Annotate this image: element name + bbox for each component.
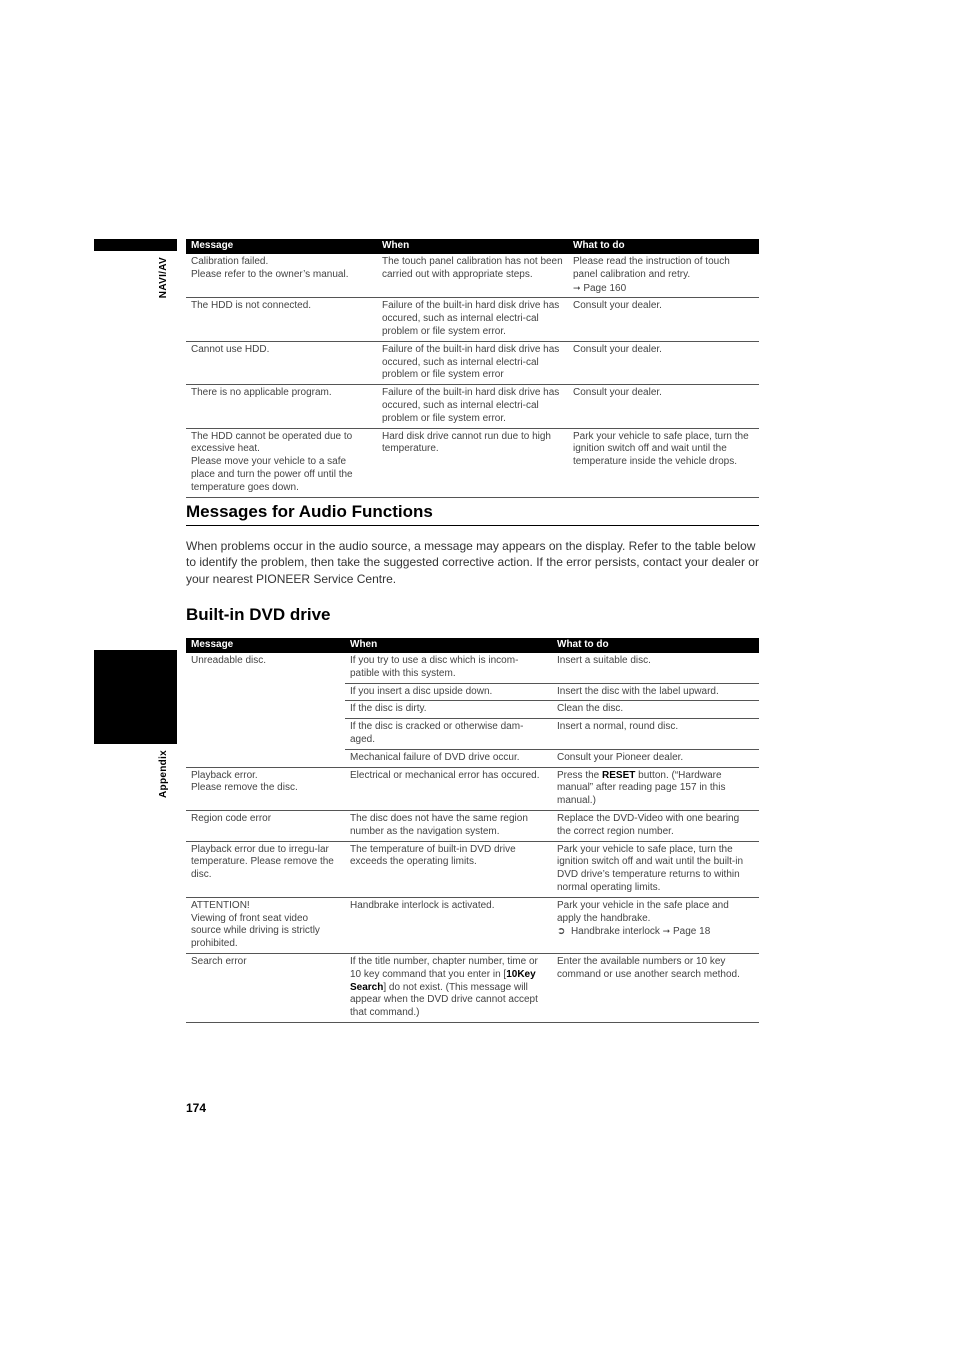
- column-header-what-to-do: What to do: [552, 638, 759, 653]
- column-header-when: When: [377, 239, 568, 254]
- message-cell: Unreadable disc.: [186, 653, 345, 767]
- when-cell: Hard disk drive cannot run due to high temperature.: [377, 428, 568, 497]
- todo-cell: Park your vehicle to safe place, turn the ignition switch off and wait until the temperature inside the vehicle drops.: [568, 428, 759, 497]
- message-cell: There is no applicable program.: [186, 385, 377, 428]
- todo-cell: [552, 767, 759, 810]
- when-cell: Handbrake interlock is activated.: [345, 897, 552, 953]
- when-cell: Electrical or mechanical error has occured.: [345, 767, 552, 810]
- table-row: [186, 298, 759, 341]
- message-cell: Calibration failed. Please refer to the owner’s manual.: [186, 254, 377, 298]
- message-cell: The HDD cannot be operated due to excessive heat. Please move your vehicle to a safe place and turn the power off until the temperature goes down.: [186, 428, 377, 497]
- reset-button-label: RESET: [602, 769, 636, 781]
- when-cell: The disc does not have the same region number as the navigation system.: [345, 810, 552, 841]
- sidebar-label-navi-av: NAVI/AV: [158, 257, 169, 299]
- when-cell: If the disc is cracked or otherwise dam-aged.: [345, 719, 552, 750]
- todo-cell: Consult your dealer.: [568, 298, 759, 341]
- when-text: ] do not exist. (This message will appear when the DVD drive cannot accept that command.): [350, 981, 538, 1019]
- arrow-right-icon: ➞: [573, 282, 581, 293]
- todo-cell: Enter the available numbers or 10 key command or use another search method.: [552, 953, 759, 1022]
- table-row: [186, 897, 759, 953]
- when-cell: If you try to use a disc which is incom-patible with this system.: [345, 653, 552, 683]
- todo-text: Park your vehicle in the safe place and apply the handbrake.: [557, 899, 729, 924]
- todo-cell: [568, 254, 759, 298]
- audio-intro-paragraph: When problems occur in the audio source, a message may appears on the display. Refer to the table below to identify the problem, then take the suggested corrective action. If the error persists, contact your dealer or your nearest PIONEER Service Centre.: [186, 539, 759, 586]
- when-cell: The touch panel calibration has not been carried out with appropriate steps.: [377, 254, 568, 298]
- column-header-message: Message: [186, 638, 345, 653]
- message-cell: Search error: [186, 953, 345, 1022]
- todo-cell: [552, 897, 759, 953]
- todo-cell: Park your vehicle to safe place, turn the ignition switch off and wait until the built-in DVD drive’s temperature returns to within normal operating limits.: [552, 841, 759, 897]
- column-header-when: When: [345, 638, 552, 653]
- todo-cell: Consult your Pioneer dealer.: [552, 749, 759, 767]
- table-row: [186, 810, 759, 841]
- message-cell: ATTENTION! Viewing of front seat video source while driving is strictly prohibited.: [186, 897, 345, 953]
- todo-text: Press the: [557, 769, 603, 781]
- dvd-messages-table: [186, 638, 759, 1023]
- table-header-row: [186, 239, 759, 254]
- section-heading-audio: Messages for Audio Functions: [186, 502, 433, 521]
- message-cell: Cannot use HDD.: [186, 341, 377, 384]
- message-cell: The HDD is not connected.: [186, 298, 377, 341]
- table-row: [186, 385, 759, 428]
- cross-reference-icon: ➲: [557, 926, 566, 938]
- table-header-row: [186, 638, 759, 653]
- todo-cell: Insert a normal, round disc.: [552, 719, 759, 750]
- when-cell: Mechanical failure of DVD drive occur.: [345, 749, 552, 767]
- sidebar-tab-block-appendix: [94, 650, 177, 744]
- table-row: [186, 341, 759, 384]
- todo-cell: Insert the disc with the label upward.: [552, 683, 759, 701]
- todo-cell: Replace the DVD-Video with one bearing the correct region number.: [552, 810, 759, 841]
- todo-text: button. (“Hardware manual” after reading page 157 in this manual.): [557, 769, 726, 807]
- when-cell: The temperature of built-in DVD drive exceeds the operating limits.: [345, 841, 552, 897]
- table-row: [186, 428, 759, 497]
- key-search-label: 10Key Search: [350, 968, 536, 993]
- page-reference: Page 18: [673, 926, 711, 938]
- page-reference: Page 160: [583, 282, 627, 294]
- arrow-right-icon: ➞: [662, 926, 671, 937]
- table-row: [186, 653, 759, 683]
- todo-cell: Consult your dealer.: [568, 341, 759, 384]
- sidebar-label-appendix: Appendix: [158, 750, 169, 798]
- when-cell: If you insert a disc upside down.: [345, 683, 552, 701]
- message-cell: Playback error. Please remove the disc.: [186, 767, 345, 810]
- todo-text: Please read the instruction of touch panel calibration and retry.: [573, 256, 730, 280]
- table-row: [186, 841, 759, 897]
- sidebar-tab-bar-top: [94, 239, 177, 251]
- when-text: If the title number, chapter number, time or 10 key command that you enter in [: [350, 955, 538, 980]
- when-cell: Failure of the built-in hard disk drive has occured, such as internal electri-cal problem or file system error.: [377, 298, 568, 341]
- section-heading-dvd: Built-in DVD drive: [186, 605, 331, 624]
- message-cell: Region code error: [186, 810, 345, 841]
- page-number: 174: [186, 1101, 207, 1115]
- when-cell: Failure of the built-in hard disk drive has occured, such as internal electri-cal problem or file system error.: [377, 385, 568, 428]
- message-cell: Playback error due to irregu-lar temperature. Please remove the disc.: [186, 841, 345, 897]
- table-row: [186, 254, 759, 298]
- column-header-message: Message: [186, 239, 377, 254]
- todo-cell: Consult your dealer.: [568, 385, 759, 428]
- heading-rule: [186, 525, 759, 526]
- when-cell: [345, 953, 552, 1022]
- hdd-messages-table: [186, 239, 759, 498]
- table-row: [186, 767, 759, 810]
- when-cell: Failure of the built-in hard disk drive has occured, such as internal electri-cal problem or file system error: [377, 341, 568, 384]
- when-cell: If the disc is dirty.: [345, 701, 552, 719]
- column-header-what-to-do: What to do: [568, 239, 759, 254]
- todo-cell: Clean the disc.: [552, 701, 759, 719]
- todo-cell: Insert a suitable disc.: [552, 653, 759, 683]
- reference-label: Handbrake interlock: [570, 926, 660, 938]
- table-row: [186, 953, 759, 1022]
